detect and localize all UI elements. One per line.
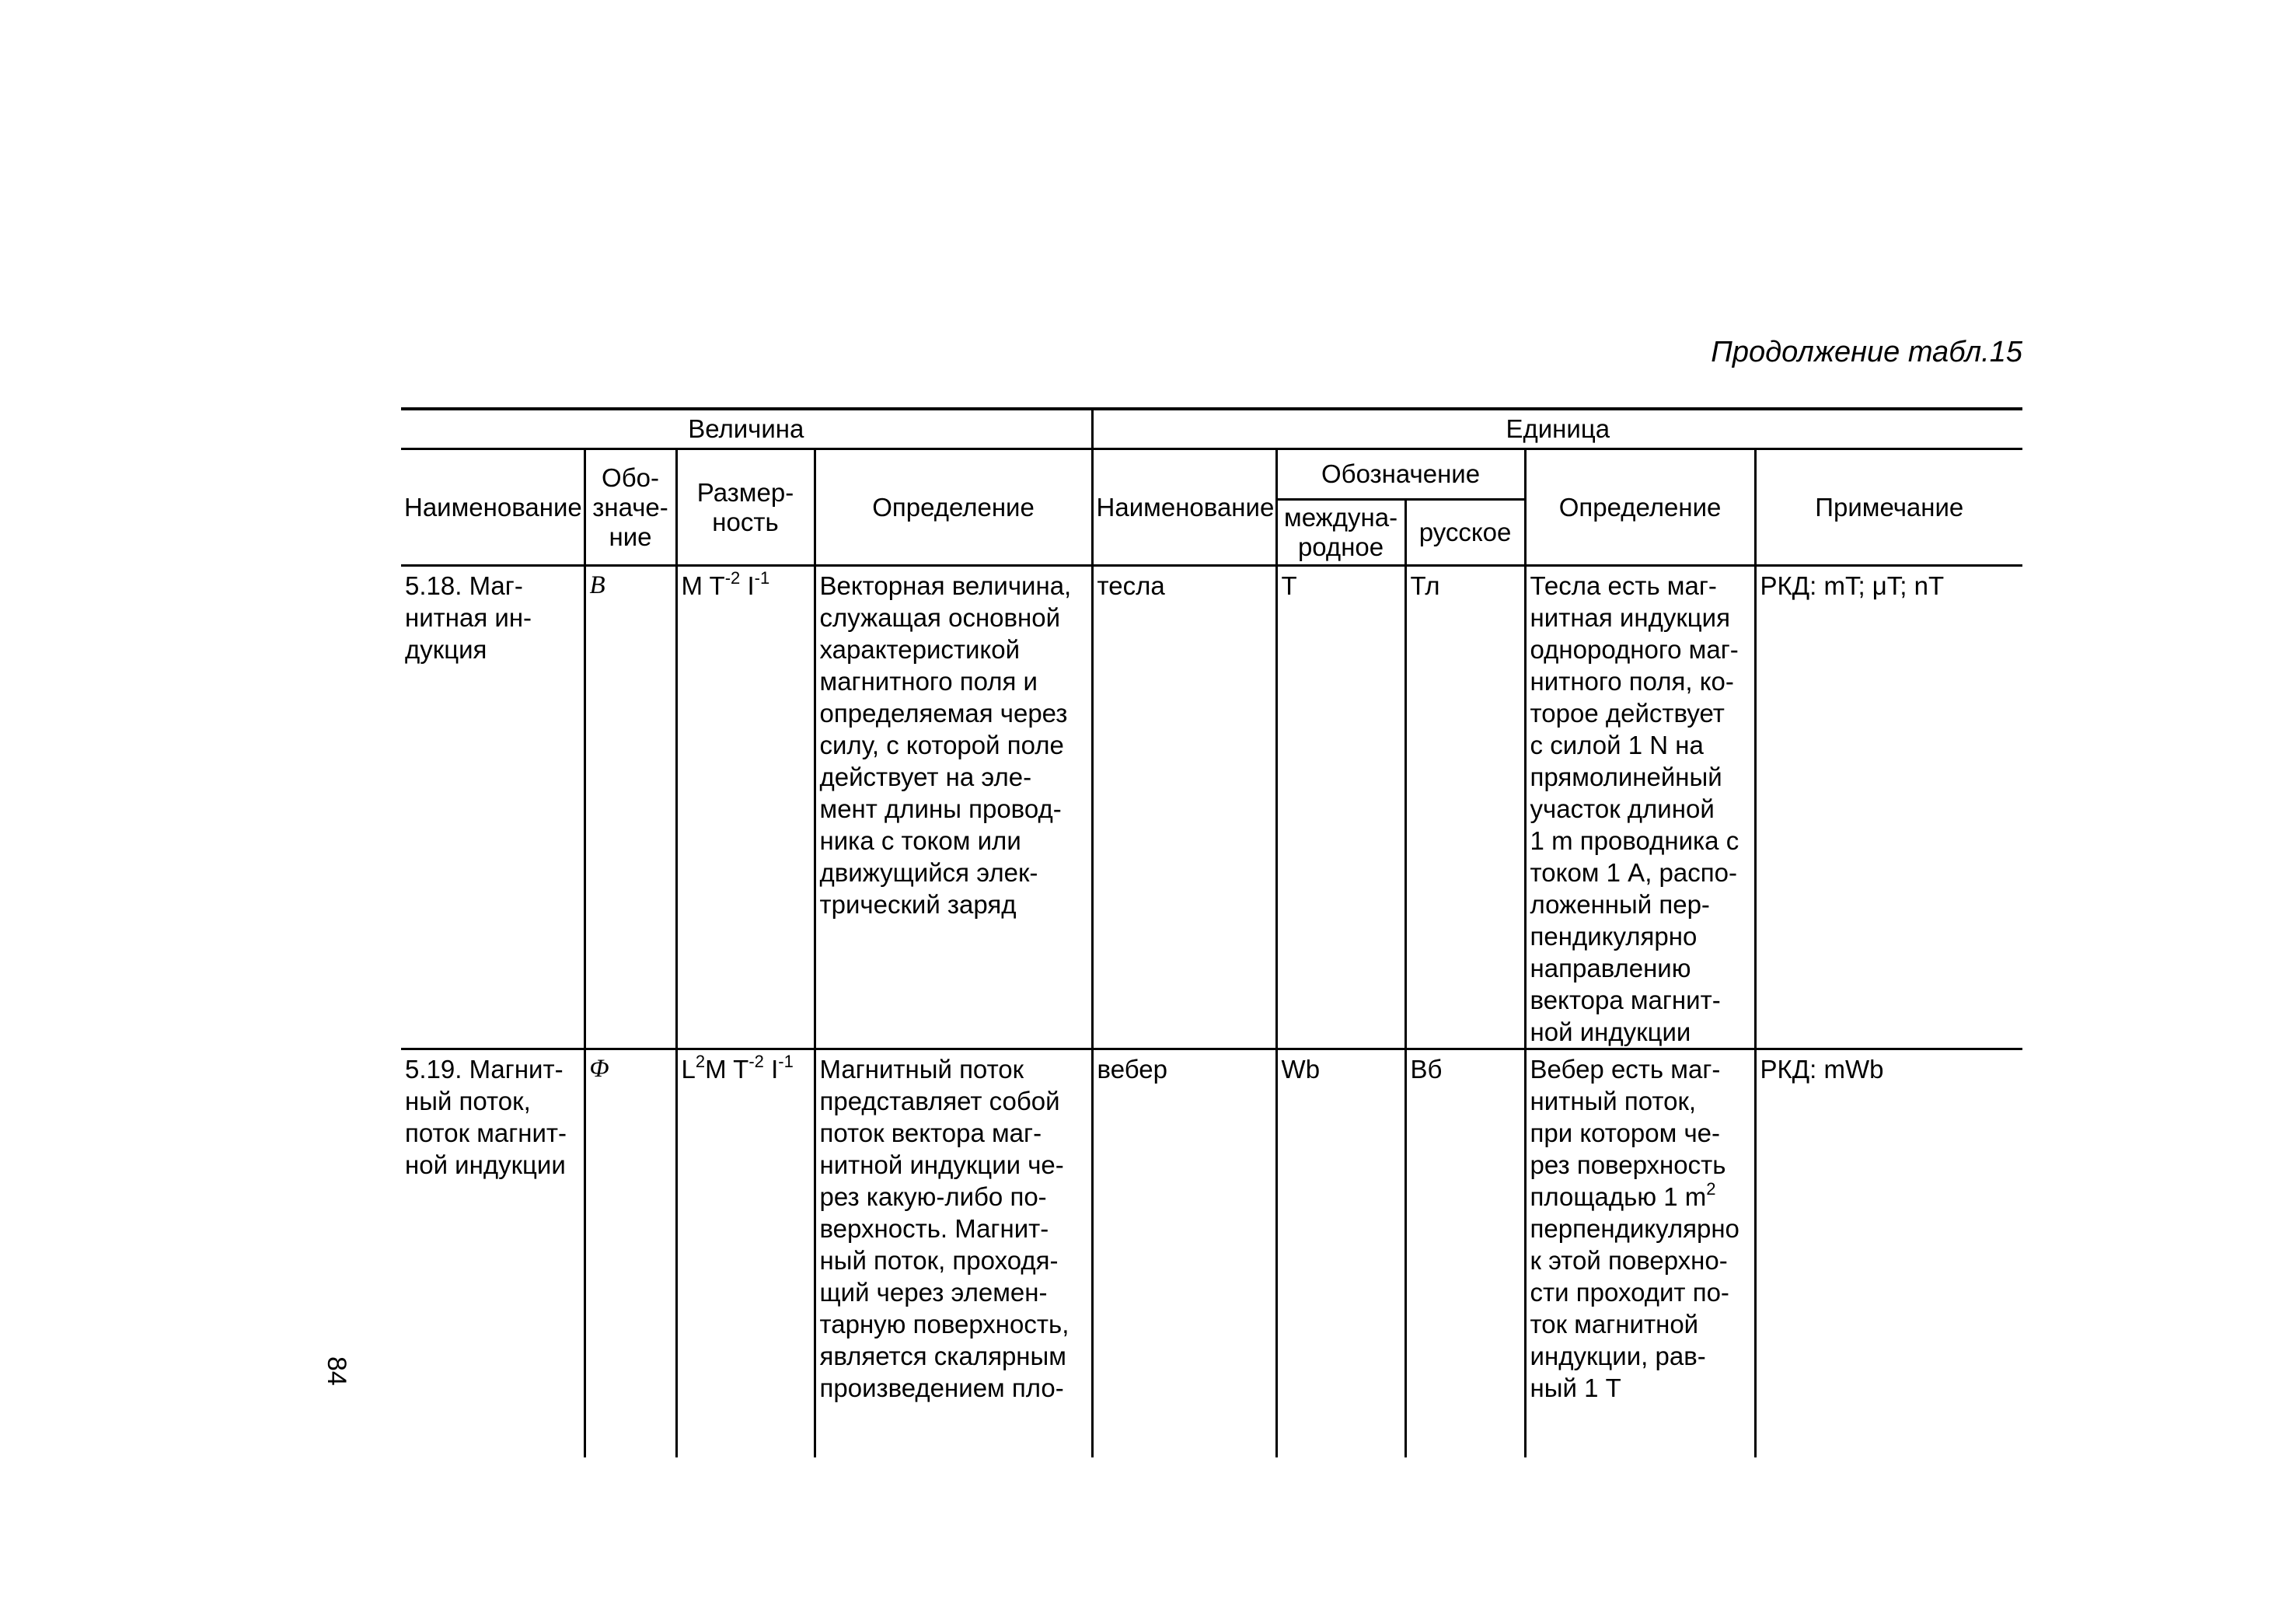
header-unit-name: Наименование <box>1092 449 1276 566</box>
quantity-definition: Векторная величина, служащая основной характеристикой магнитного поля и определяемая через силу, с которой поле действует на эле- мент длины провод- ника с током или движущийся элек- трический заряд <box>815 566 1092 1049</box>
unit-international-symbol: Wb <box>1276 1049 1405 1458</box>
header-international: междуна- родное <box>1276 500 1405 566</box>
header-designation: Обозначение <box>1276 449 1525 500</box>
header-russian: русское <box>1405 500 1525 566</box>
unit-russian-symbol: Вб <box>1405 1049 1525 1458</box>
quantity-dimension: M $T^{-2}$ $I^{-1}$ <box>676 566 815 1049</box>
page-number: 84 <box>322 1356 351 1386</box>
table-row <box>401 1049 2022 1458</box>
unit-name: тесла <box>1092 566 1276 1049</box>
unit-russian-symbol: Тл <box>1405 566 1525 1049</box>
header-unit-group: Единица <box>1092 409 2022 449</box>
quantity-symbol: B <box>584 566 676 1049</box>
unit-definition: Вебер есть маг- нитный поток, при котором че- рез поверхность площадью 1 $m^2$ перпендикулярно к этой поверхно- сти проходит по- ток магнитной индукции, рав- ный 1 T <box>1525 1049 1755 1458</box>
table-row <box>401 566 2022 1049</box>
quantity-symbol: Φ <box>584 1049 676 1458</box>
unit-international-symbol: T <box>1276 566 1405 1049</box>
header-dimension: Размер- ность <box>676 449 815 566</box>
header-definition: Определение <box>815 449 1092 566</box>
quantity-definition: Магнитный поток представляет собой поток вектора маг- нитной индукции че- рез какую-либо по- верхность. Магнит- ный поток, проходя- щий через элемен- тарную поверхность, является скалярным произведением пло- <box>815 1049 1092 1458</box>
table-caption: Продолжение табл.15 <box>1711 336 2022 368</box>
unit-note: РКД: mT; μT; nT <box>1755 566 2022 1049</box>
unit-name: вебер <box>1092 1049 1276 1458</box>
header-name: Наименование <box>401 449 584 566</box>
header-note: Примечание <box>1755 449 2022 566</box>
header-unit-definition: Определение <box>1525 449 1755 566</box>
unit-note: РКД: mWb <box>1755 1049 2022 1458</box>
header-symbol: Обо- значе- ние <box>584 449 676 566</box>
unit-definition: Тесла есть маг- нитная индукция однородного маг- нитного поля, ко- торое действует с силой 1 N на прямолинейный участок длиной 1 m проводника с током 1 A, распо- ложенный пер- пендикулярно направлению вектора магнит- ной индукции <box>1525 566 1755 1049</box>
quantity-name: 5.19. Магнит- ный поток, поток магнит- ной индукции <box>401 1049 584 1458</box>
units-table <box>401 407 2022 1402</box>
quantity-name: 5.18. Маг- нитная ин- дукция <box>401 566 584 1049</box>
quantity-dimension: $L^2M$ $T^{-2}$ $I^{-1}$ <box>676 1049 815 1458</box>
header-quantity-group: Величина <box>401 409 1092 449</box>
